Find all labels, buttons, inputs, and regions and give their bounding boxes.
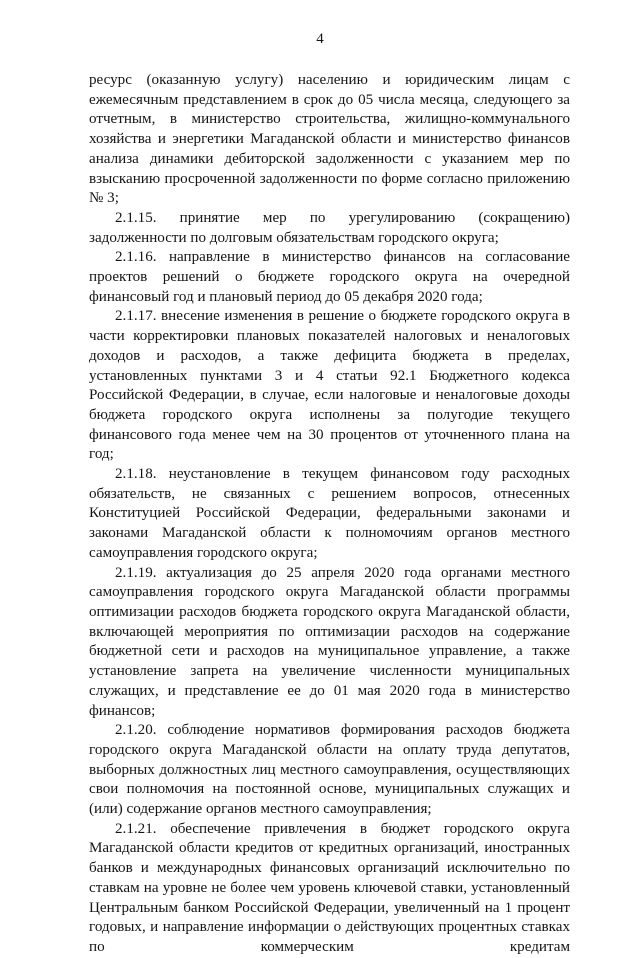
paragraph-2-1-15: 2.1.15. принятие мер по урегулированию (сокращению) задолженности по долговым обязательствам городского округа;	[89, 209, 570, 246]
paragraph-2-1-20: 2.1.20. соблюдение нормативов формирования расходов бюджета городского округа Магаданской области на оплату труда депутатов, выборных должностных лиц местного самоуправления, осуществляющих свои полномочия на постоянной основе, муниципальных служащих и (или) содержание органов местного самоуправления;	[89, 722, 570, 818]
paragraph-2-1-19: 2.1.19. актуализация до 25 апреля 2020 года органами местного самоуправления городского округа Магаданской области программы оптимизации расходов бюджета городского округа Магаданской области, включающей мероприятия по оптимизации расходов на содержание бюджетной сети и расходов на муниципальное управление, а также установление запрета на увеличение численности муниципальных служащих, и представление ее до 01 мая 2020 года в министерство финансов;	[89, 564, 570, 719]
document-body	[89, 71, 570, 958]
paragraph-continuation: ресурс (оказанную услугу) населению и юридическим лицам с ежемесячным представлением в срок до 05 числа месяца, следующего за отчетным, в министерство строительства, жилищно-коммунального хозяйства и энергетики Магаданской области и министерство финансов анализа динамики дебиторской задолженности с указанием мер по взысканию просроченной задолженности по форме согласно приложению № 3;	[89, 72, 570, 207]
page-number: 4	[316, 31, 324, 47]
paragraph-2-1-18: 2.1.18. неустановление в текущем финансовом году расходных обязательств, не связанных с решением вопросов, отнесенных Конституцией Российской Федерации, федеральными законами и законами Магаданской области к полномочиям органов местного самоуправления городского округа;	[89, 466, 570, 561]
paragraph-2-1-21: 2.1.21. обеспечение привлечения в бюджет городского округа Магаданской области кредитов от кредитных организаций, иностранных банков и международных финансовых организаций исключительно по ставкам на уровне не более чем уровень ключевой ставки, установленный Центральным банком Российской Федерации, увеличенный на 1 процент годовых, и направление информации о действующих процентных ставках по коммерческим кредитам	[89, 820, 570, 955]
paragraph-2-1-17: 2.1.17. внесение изменения в решение о бюджете городского округа в части корректировки плановых показателей налоговых и неналоговых доходов и расходов, а также дефицита бюджета в пределах, установленных пунктами 3 и 4 статьи 92.1 Бюджетного кодекса Российской Федерации, в случае, если налоговые и неналоговые доходы бюджета городского округа исполнены за полугодие текущего финансового года менее чем на 30 процентов от уточненного плана на год;	[89, 308, 570, 463]
paragraph-2-1-16: 2.1.16. направление в министерство финансов на согласование проектов решений о бюджете городского округа на очередной финансовый год и плановый период до 05 декабря 2020 года;	[89, 249, 570, 305]
